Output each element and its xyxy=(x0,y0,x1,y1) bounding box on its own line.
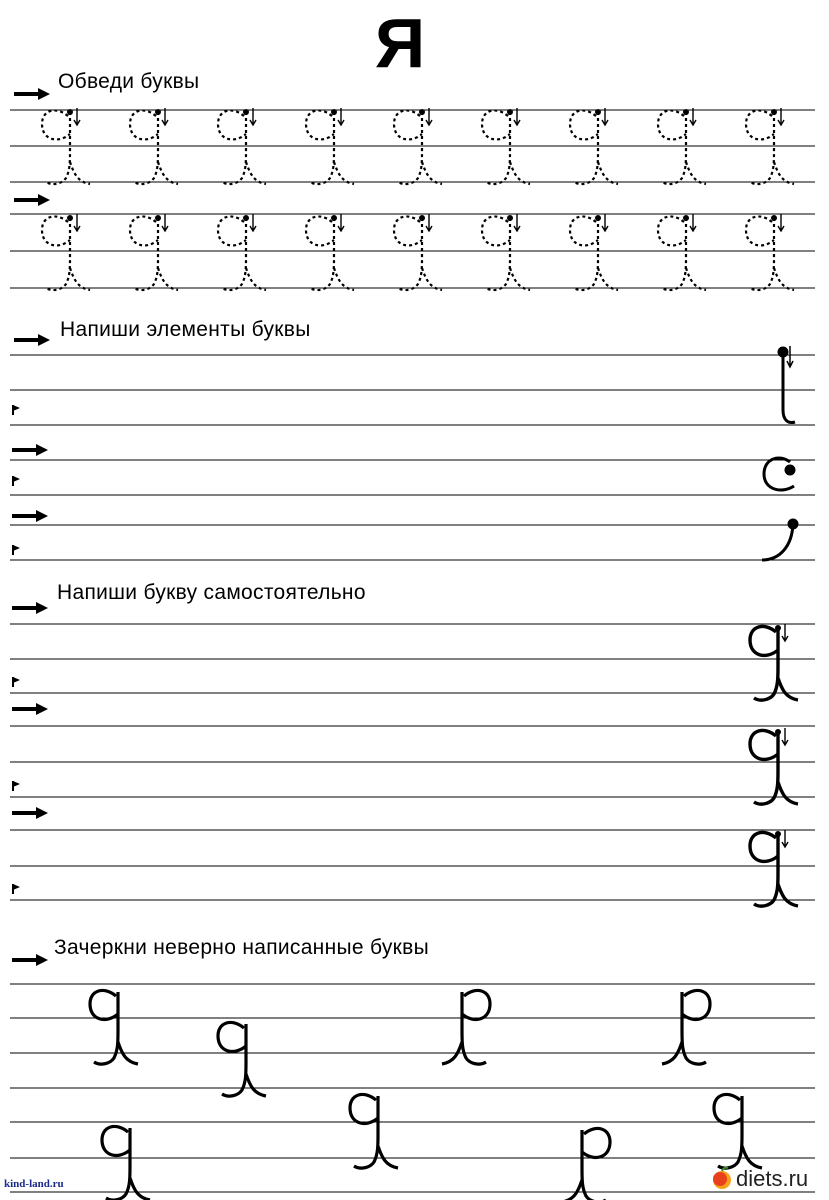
dotted-letter xyxy=(482,214,530,290)
heading-write-independently: Напиши букву самостоятельно xyxy=(57,581,366,604)
heading-cross-out-wrong: Зачеркни неверно написанные буквы xyxy=(54,936,429,959)
mirrored-letter xyxy=(562,1128,610,1200)
flag-icon xyxy=(13,476,20,486)
flag-icon xyxy=(13,884,20,894)
ruling-lines-trace xyxy=(10,110,815,288)
arrow-icon xyxy=(12,444,48,456)
watermark-kind-land: kind-land.ru xyxy=(4,1178,64,1190)
cursive-letter xyxy=(350,1094,398,1168)
dotted-letter xyxy=(306,214,354,290)
arrow-icon xyxy=(12,602,48,614)
dotted-letter xyxy=(218,214,266,290)
cross-out-letter-group xyxy=(90,990,762,1200)
ruling-lines-independent xyxy=(10,624,815,900)
dotted-letter xyxy=(746,214,794,290)
dotted-letter xyxy=(658,214,706,290)
dotted-letter xyxy=(130,214,178,290)
heading-write-elements: Напиши элементы буквы xyxy=(60,318,311,341)
title-letter: Я xyxy=(374,4,426,82)
dotted-letter xyxy=(394,214,442,290)
dotted-letter-row xyxy=(42,214,794,290)
watermark-diets-label: diets.ru xyxy=(736,1166,809,1191)
heading-trace-letters: Обведи буквы xyxy=(58,70,200,93)
model-letter xyxy=(750,728,798,804)
flag-icon xyxy=(13,405,20,415)
arrow-icon xyxy=(14,194,50,206)
arrow-icon xyxy=(12,703,48,715)
model-letter xyxy=(750,830,798,906)
element-sample-tail xyxy=(762,520,797,560)
element-sample-stem xyxy=(779,346,795,423)
model-letter xyxy=(750,624,798,700)
arrow-icon xyxy=(12,510,48,522)
arrow-icon xyxy=(12,954,48,966)
element-sample-oval xyxy=(764,458,794,490)
arrow-icon xyxy=(14,334,50,346)
model-letter-column xyxy=(750,624,798,906)
ruling-lines-elements xyxy=(10,355,815,560)
apple-icon xyxy=(710,1166,734,1190)
cursive-letter xyxy=(102,1126,150,1200)
flag-icon xyxy=(13,545,20,555)
arrow-icon xyxy=(12,807,48,819)
cursive-letter xyxy=(218,1022,266,1096)
arrow-icon xyxy=(14,88,50,100)
cursive-letter xyxy=(714,1094,762,1168)
dotted-letter xyxy=(42,214,90,290)
dotted-letter xyxy=(570,214,618,290)
watermark-diets xyxy=(708,1162,826,1196)
flag-icon xyxy=(13,781,20,791)
flag-icon xyxy=(13,677,20,687)
